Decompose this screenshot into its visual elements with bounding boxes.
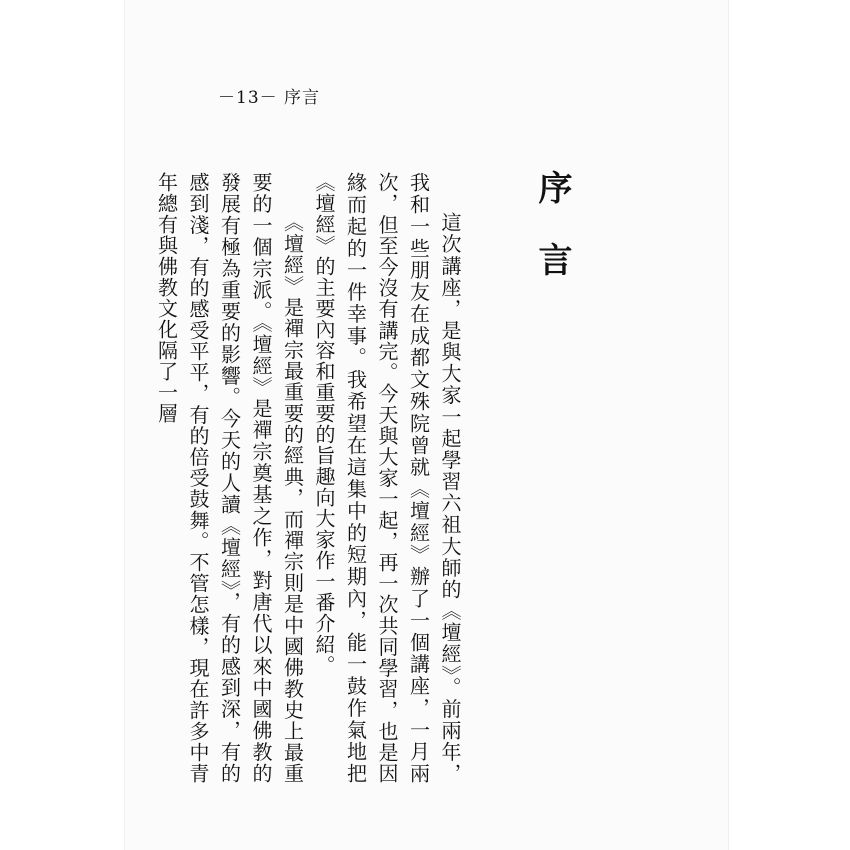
chapter-title: 序言 <box>532 170 572 314</box>
body-text <box>154 172 465 784</box>
paragraph-1: 這次講座，是與大家一起學習六祖大師的《壇經》。前兩年，我和一些朋友在成都文殊院曾就《壇經》辦了一個講座，一月兩次，但至今沒有講完。今天與大家一起，再一次共同學習，也是因緣而起的一件幸事。我希望在這集中的短期內，能一鼓作氣地把《壇經》的主要內容和重要的旨趣向大家作一番介紹。 <box>312 172 462 784</box>
page-number-header: －13－ 序言 <box>218 88 321 108</box>
paragraph-2: 《壇經》是禪宗最重要的經典，而禪宗則是中國佛教史上最重要的一個宗派。《壇經》是禪宗奠基之作，對唐代以來中國佛教的發展有極為重要的影響。今天的人讀《壇經》，有的感到深，有的感到淺，有的感受平平，有的倍受鼓舞。不管怎樣，現在許多中青年總有與佛教文化隔了一層 <box>154 172 305 784</box>
